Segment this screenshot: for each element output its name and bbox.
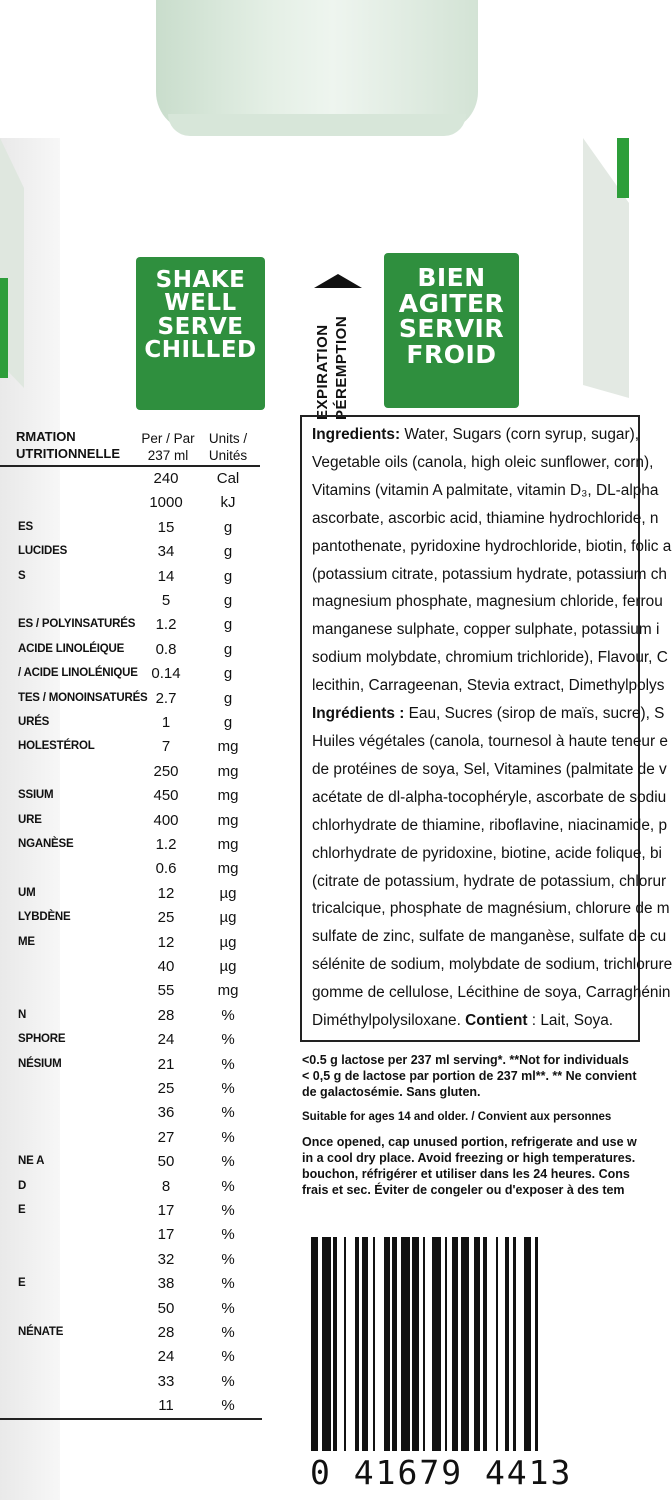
- barcode-bar: [452, 1237, 459, 1451]
- nutrition-row: [0, 1153, 262, 1173]
- contains-label: Contient: [465, 1012, 528, 1030]
- nutrient-value: 0.14: [151, 665, 181, 683]
- badge-line: WELL: [164, 290, 237, 317]
- barcode-bar: [423, 1237, 425, 1451]
- barcode-bar: [333, 1237, 337, 1451]
- nutrient-unit: %: [221, 1080, 235, 1097]
- ingredients-fr-label: Ingrédients :: [312, 705, 405, 723]
- barcode-bar: [445, 1237, 447, 1451]
- nutrition-row: [0, 1104, 262, 1124]
- nutrient-value: 400: [153, 811, 179, 829]
- barcode-bar: [392, 1237, 396, 1451]
- ingredients-fr-lines: [312, 728, 672, 1007]
- per-column-header: [140, 430, 196, 464]
- barcode: [305, 1237, 629, 1457]
- nutrition-row: [0, 860, 262, 880]
- nutrition-row: [0, 1031, 262, 1051]
- ingredients-line: manganese sulphate, copper sulphate, potassium i: [312, 621, 660, 639]
- badge-line: AGITER: [398, 288, 505, 318]
- green-edge-left: [0, 278, 8, 378]
- age-note: Suitable for ages 14 and older. / Convient aux personnes: [302, 1111, 612, 1123]
- nutrient-unit: µg: [219, 884, 237, 902]
- storage-line: frais et sec. Éviter de congeler ou d'exposer à des tem: [302, 1183, 625, 1197]
- nutrition-row: [0, 1080, 262, 1100]
- barcode-bar: [513, 1237, 515, 1451]
- ingredients-line: magnesium phosphate, magnesium chloride, ferrou: [312, 593, 663, 611]
- ingredients-line: de protéines de soya, Sel, Vitamines (palmitate de v: [312, 760, 667, 778]
- nutrient-unit: mg: [217, 811, 239, 829]
- nutrient-unit: %: [221, 1397, 235, 1415]
- nutrient-label: NGANÈSE: [18, 838, 74, 850]
- note-line: de galactosémie. Sans gluten.: [302, 1085, 481, 1099]
- nutrition-row: [0, 665, 262, 685]
- nutrient-unit: µg: [219, 909, 237, 927]
- nutrition-row: [0, 982, 262, 1002]
- nutrient-value: 24: [157, 1031, 175, 1049]
- ingredients-line: Vitamins (vitamin A palmitate, vitamin D₃, DL-alpha: [312, 481, 659, 499]
- nutrition-row: [0, 1300, 262, 1320]
- ingredients-line: (citrate de potassium, hydrate de potassium, chlorur: [312, 872, 667, 890]
- nutrient-label: E: [18, 1204, 26, 1216]
- nutrient-value: 2.7: [155, 689, 177, 707]
- nutrient-unit: mg: [217, 738, 239, 756]
- ingredients-line: sodium molybdate, chromium trichloride), Flavour, C: [312, 649, 668, 667]
- barcode-bar: [355, 1237, 359, 1451]
- note-line: < 0,5 g de lactose par portion de 237 ml**. ** Ne convient: [302, 1069, 637, 1083]
- nutrient-value: 25: [157, 1080, 175, 1097]
- nutrient-label: HOLESTÉROL: [18, 740, 95, 753]
- ingredients-line: chlorhydrate de thiamine, riboflavine, niacinamide, p: [312, 816, 668, 834]
- nutrient-unit: g: [223, 518, 233, 536]
- units-column-header: [204, 430, 252, 464]
- ingredients-line: lecithin, Carrageenan, Stevia extract, Dimethylpolys: [312, 677, 665, 695]
- nutrient-unit: g: [223, 616, 233, 634]
- nutrient-value: 12: [157, 933, 175, 951]
- nutrient-value: 21: [157, 1055, 175, 1073]
- ingredients-line: pantothenate, pyridoxine hydrochloride, biotin, folic a: [312, 537, 672, 555]
- expiry-label-fr: PÉREMPTION: [333, 315, 350, 420]
- lactose-notes: [302, 1052, 637, 1198]
- nutrition-row: [0, 1348, 262, 1368]
- nutrition-row: [0, 787, 262, 807]
- nutrition-row: [0, 909, 262, 929]
- nutrient-value: 240: [153, 470, 179, 487]
- per-header-line: 237 ml: [147, 448, 189, 463]
- nutrition-row: [0, 934, 262, 954]
- ingredients-line: acétate de dl-alpha-tocophéryle, ascorbate de sodiu: [312, 788, 667, 806]
- units-header-line: Unités: [208, 448, 248, 463]
- nutrient-unit: mg: [217, 860, 239, 878]
- nutrient-value: 34: [157, 543, 175, 561]
- barcode-bar: [322, 1237, 331, 1451]
- contains-value: : Lait, Soya.: [527, 1012, 614, 1030]
- nutrient-value: 250: [153, 762, 179, 780]
- nutrient-value: 1: [161, 714, 171, 731]
- nutrient-value: 1.2: [155, 616, 177, 634]
- nutrition-title-line: UTRITIONNELLE: [16, 446, 120, 461]
- ingredients-en-label: Ingredients:: [312, 426, 401, 443]
- nutrient-unit: µg: [219, 933, 237, 951]
- nutrient-unit: %: [221, 1299, 235, 1317]
- nutrition-row: [0, 592, 262, 612]
- barcode-bar: [412, 1237, 419, 1451]
- ingredients-en-lines: [312, 449, 672, 700]
- nutrition-row: [0, 690, 262, 710]
- nutrient-value: 17: [157, 1226, 175, 1244]
- nutrient-unit: mg: [217, 982, 239, 1000]
- nutrient-unit: %: [221, 1226, 235, 1244]
- nutrient-value: 5: [161, 592, 171, 609]
- nutrient-value: 33: [157, 1372, 175, 1390]
- badge-line: BIEN: [417, 263, 486, 292]
- nutrient-unit: %: [221, 1153, 235, 1171]
- nutrition-row: [0, 1373, 262, 1393]
- storage-line: in a cool dry place. Avoid freezing or high temperatures.: [302, 1151, 636, 1165]
- barcode-bar: [344, 1237, 346, 1451]
- nutrition-row: [0, 543, 262, 563]
- nutrition-row: [0, 1226, 262, 1246]
- nutrient-value: 50: [157, 1153, 175, 1171]
- nutrient-value: 0.6: [155, 860, 177, 878]
- nutrient-unit: g: [223, 665, 233, 683]
- badge-line: SHAKE: [155, 267, 246, 293]
- nutrient-unit: %: [221, 1006, 235, 1024]
- units-header-line: Units /: [208, 431, 248, 446]
- nutrition-title: [16, 428, 120, 462]
- nutrient-label: SPHORE: [18, 1033, 66, 1046]
- nutrient-label: ME: [18, 935, 35, 948]
- ingredients-text: Diméthylpolysiloxane.: [312, 1012, 466, 1030]
- ingredients-line: ascorbate, ascorbic acid, thiamine hydrochloride, n: [312, 509, 659, 527]
- nutrient-value: 36: [157, 1104, 175, 1122]
- barcode-bar: [474, 1237, 481, 1451]
- ingredients-line: chlorhydrate de pyridoxine, biotine, acide folique, bi: [312, 844, 662, 862]
- nutrient-label: ACIDE LINOLÉIQUE: [18, 642, 125, 655]
- nutrient-value: 7: [161, 738, 171, 756]
- nutrition-row: [0, 519, 262, 539]
- nutrient-unit: %: [221, 1348, 235, 1366]
- ingredients-line: sulfate de zinc, sulfate de manganèse, sulfate de cu: [312, 928, 667, 946]
- nutrition-row: [0, 1251, 262, 1271]
- nutrition-row: [0, 1324, 262, 1344]
- nutrition-row: [0, 885, 262, 905]
- nutrient-label: ES / POLYINSATURÉS: [18, 618, 136, 631]
- nutrition-row: [0, 494, 262, 514]
- nutrition-row: [0, 812, 262, 832]
- ingredients-line: gomme de cellulose, Lécithine de soya, Carraghénin: [312, 984, 671, 1002]
- ingredients-text: Eau, Sucres (sirop de maïs, sucre), S: [404, 705, 665, 723]
- barcode-bar: [496, 1237, 498, 1451]
- nutrition-row: [0, 958, 262, 978]
- shake-well-badge: [136, 257, 265, 410]
- nutrient-label: TES / MONOINSATURÉS: [18, 691, 148, 704]
- barcode-bar: [362, 1237, 369, 1451]
- nutrition-row: [0, 1007, 262, 1027]
- nutrient-label: URE: [18, 813, 42, 826]
- nutrient-value: 38: [157, 1275, 175, 1293]
- nutrient-value: 8: [161, 1177, 171, 1195]
- nutrition-row: [0, 714, 262, 734]
- nutrient-value: 15: [157, 518, 175, 536]
- nutrient-unit: %: [221, 1324, 235, 1341]
- nutrient-unit: kJ: [220, 494, 236, 512]
- nutrition-row: [0, 1397, 262, 1417]
- nutrient-unit: g: [223, 689, 233, 707]
- nutrition-row: [0, 1056, 262, 1076]
- nutrient-unit: g: [223, 714, 233, 731]
- badge-line: SERVIR: [398, 314, 505, 343]
- nutrient-value: 25: [157, 909, 175, 927]
- nutrient-value: 50: [157, 1299, 175, 1317]
- nutrient-value: 28: [157, 1324, 175, 1341]
- barcode-bar: [524, 1237, 531, 1451]
- table-bottom-rule: [0, 1418, 262, 1420]
- ingredients-line: [312, 1007, 632, 1035]
- ingredients-line: [312, 700, 665, 728]
- nutrient-label: UM: [18, 886, 36, 899]
- nutrition-title-line: RMATION: [16, 429, 76, 444]
- nutrient-label: S: [18, 569, 26, 582]
- barcode-bar: [483, 1237, 487, 1451]
- nutrient-label: NÉNATE: [18, 1326, 64, 1338]
- nutrient-unit: %: [221, 1104, 235, 1122]
- nutrient-value: 17: [157, 1202, 175, 1219]
- ingredients-line: Vegetable oils (canola, high oleic sunflower, corn),: [312, 453, 654, 471]
- per-header-line: Per / Par: [141, 431, 195, 446]
- nutrient-label: URÉS: [18, 716, 50, 728]
- bien-agiter-badge: [384, 253, 519, 408]
- nutrient-value: 11: [158, 1397, 174, 1415]
- nutrient-label: LYBDÈNE: [18, 911, 71, 924]
- nutrient-value: 24: [157, 1348, 175, 1366]
- nutrient-value: 55: [157, 982, 175, 1000]
- badge-line: FROID: [406, 339, 497, 369]
- badge-line: SERVE: [157, 313, 244, 340]
- nutrient-label: E: [18, 1277, 26, 1290]
- nutrient-label: LUCIDES: [18, 545, 68, 558]
- nutrient-unit: %: [221, 1055, 235, 1073]
- barcode-bar: [373, 1237, 375, 1451]
- nutrient-unit: %: [221, 1177, 235, 1195]
- nutrition-row: [0, 1202, 262, 1222]
- nutrient-value: 32: [157, 1250, 175, 1268]
- nutrition-row: [0, 763, 262, 783]
- nutrient-label: SSIUM: [18, 789, 54, 802]
- nutrition-row: [0, 738, 262, 758]
- nutrient-unit: %: [221, 1031, 235, 1049]
- barcode-bar: [505, 1237, 509, 1451]
- note-line: <0.5 g lactose per 237 ml serving*. **Not for individuals: [302, 1053, 629, 1067]
- nutrient-value: 28: [157, 1006, 175, 1024]
- ingredients-line: (potassium citrate, potassium hydrate, potassium ch: [312, 565, 667, 583]
- nutrient-label: N: [18, 1008, 27, 1021]
- nutrient-label: ES: [18, 520, 33, 533]
- nutrient-unit: mg: [217, 836, 239, 853]
- storage-line: bouchon, réfrigérer et utiliser dans les 24 heures. Cons: [302, 1167, 630, 1181]
- nutrition-row: [0, 616, 262, 636]
- ingredients-text: Water, Sugars (corn syrup, sugar),: [400, 426, 640, 443]
- nutrient-unit: mg: [217, 787, 239, 805]
- nutrient-unit: g: [223, 543, 233, 561]
- nutrition-row: [0, 1129, 262, 1149]
- nutrient-value: 450: [153, 787, 179, 805]
- nutrition-row: [0, 568, 262, 588]
- expiry-label-en: EXPIRATION: [314, 324, 331, 420]
- nutrient-unit: g: [223, 567, 233, 585]
- nutrient-unit: %: [221, 1250, 235, 1268]
- storage-line: Once opened, cap unused portion, refrigerate and use w: [302, 1135, 637, 1149]
- nutrient-unit: g: [223, 592, 233, 609]
- nutrient-label: D: [18, 1179, 27, 1192]
- nutrient-label: NE A: [18, 1155, 45, 1168]
- nutrient-unit: %: [221, 1128, 235, 1146]
- nutrient-value: 27: [157, 1128, 175, 1146]
- ingredients-line: [312, 421, 640, 449]
- nutrient-unit: µg: [219, 958, 237, 975]
- nutrition-row: [0, 836, 262, 856]
- barcode-bar: [461, 1237, 470, 1451]
- nutrient-unit: g: [223, 640, 233, 658]
- ingredients-box: [300, 415, 672, 1042]
- badge-line: CHILLED: [144, 337, 257, 364]
- nutrient-unit: %: [221, 1372, 235, 1390]
- nutrient-label: NÉSIUM: [18, 1057, 62, 1070]
- nutrition-row: [0, 470, 262, 490]
- nutrition-row: [0, 641, 262, 661]
- nutrient-label: / ACIDE LINOLÉNIQUE: [18, 667, 138, 680]
- nutrient-value: 0.8: [155, 640, 177, 658]
- barcode-bar: [535, 1237, 537, 1451]
- barcode-bar: [432, 1237, 441, 1451]
- nutrition-row: [0, 1178, 262, 1198]
- nutrient-value: 40: [157, 958, 175, 975]
- green-edge-right: [617, 138, 629, 198]
- barcode-bar: [311, 1237, 318, 1451]
- barcode-bar: [401, 1237, 410, 1451]
- barcode-bar: [384, 1237, 391, 1451]
- nutrient-value: 12: [157, 884, 175, 902]
- barcode-digits: 0 41679 4413: [310, 1453, 573, 1492]
- nutrient-value: 14: [157, 567, 175, 585]
- nutrient-value: 1.2: [155, 836, 177, 853]
- ingredients-line: sélénite de sodium, molybdate de sodium, trichlorure: [312, 956, 672, 974]
- nutrient-unit: mg: [217, 762, 239, 780]
- nutrient-unit: Cal: [216, 470, 240, 487]
- ingredients-line: tricalcique, phosphate de magnésium, chlorure de m: [312, 900, 670, 918]
- expiry-arrow-icon: [312, 272, 364, 290]
- nutrition-row: [0, 1275, 262, 1295]
- nutrient-unit: %: [221, 1275, 235, 1293]
- bottle-cap: [156, 0, 478, 132]
- table-rule: [0, 465, 260, 467]
- ingredients-line: Huiles végétales (canola, tournesol à haute teneur e: [312, 732, 668, 750]
- nutrient-value: 1000: [149, 494, 183, 512]
- nutrient-unit: %: [221, 1202, 235, 1219]
